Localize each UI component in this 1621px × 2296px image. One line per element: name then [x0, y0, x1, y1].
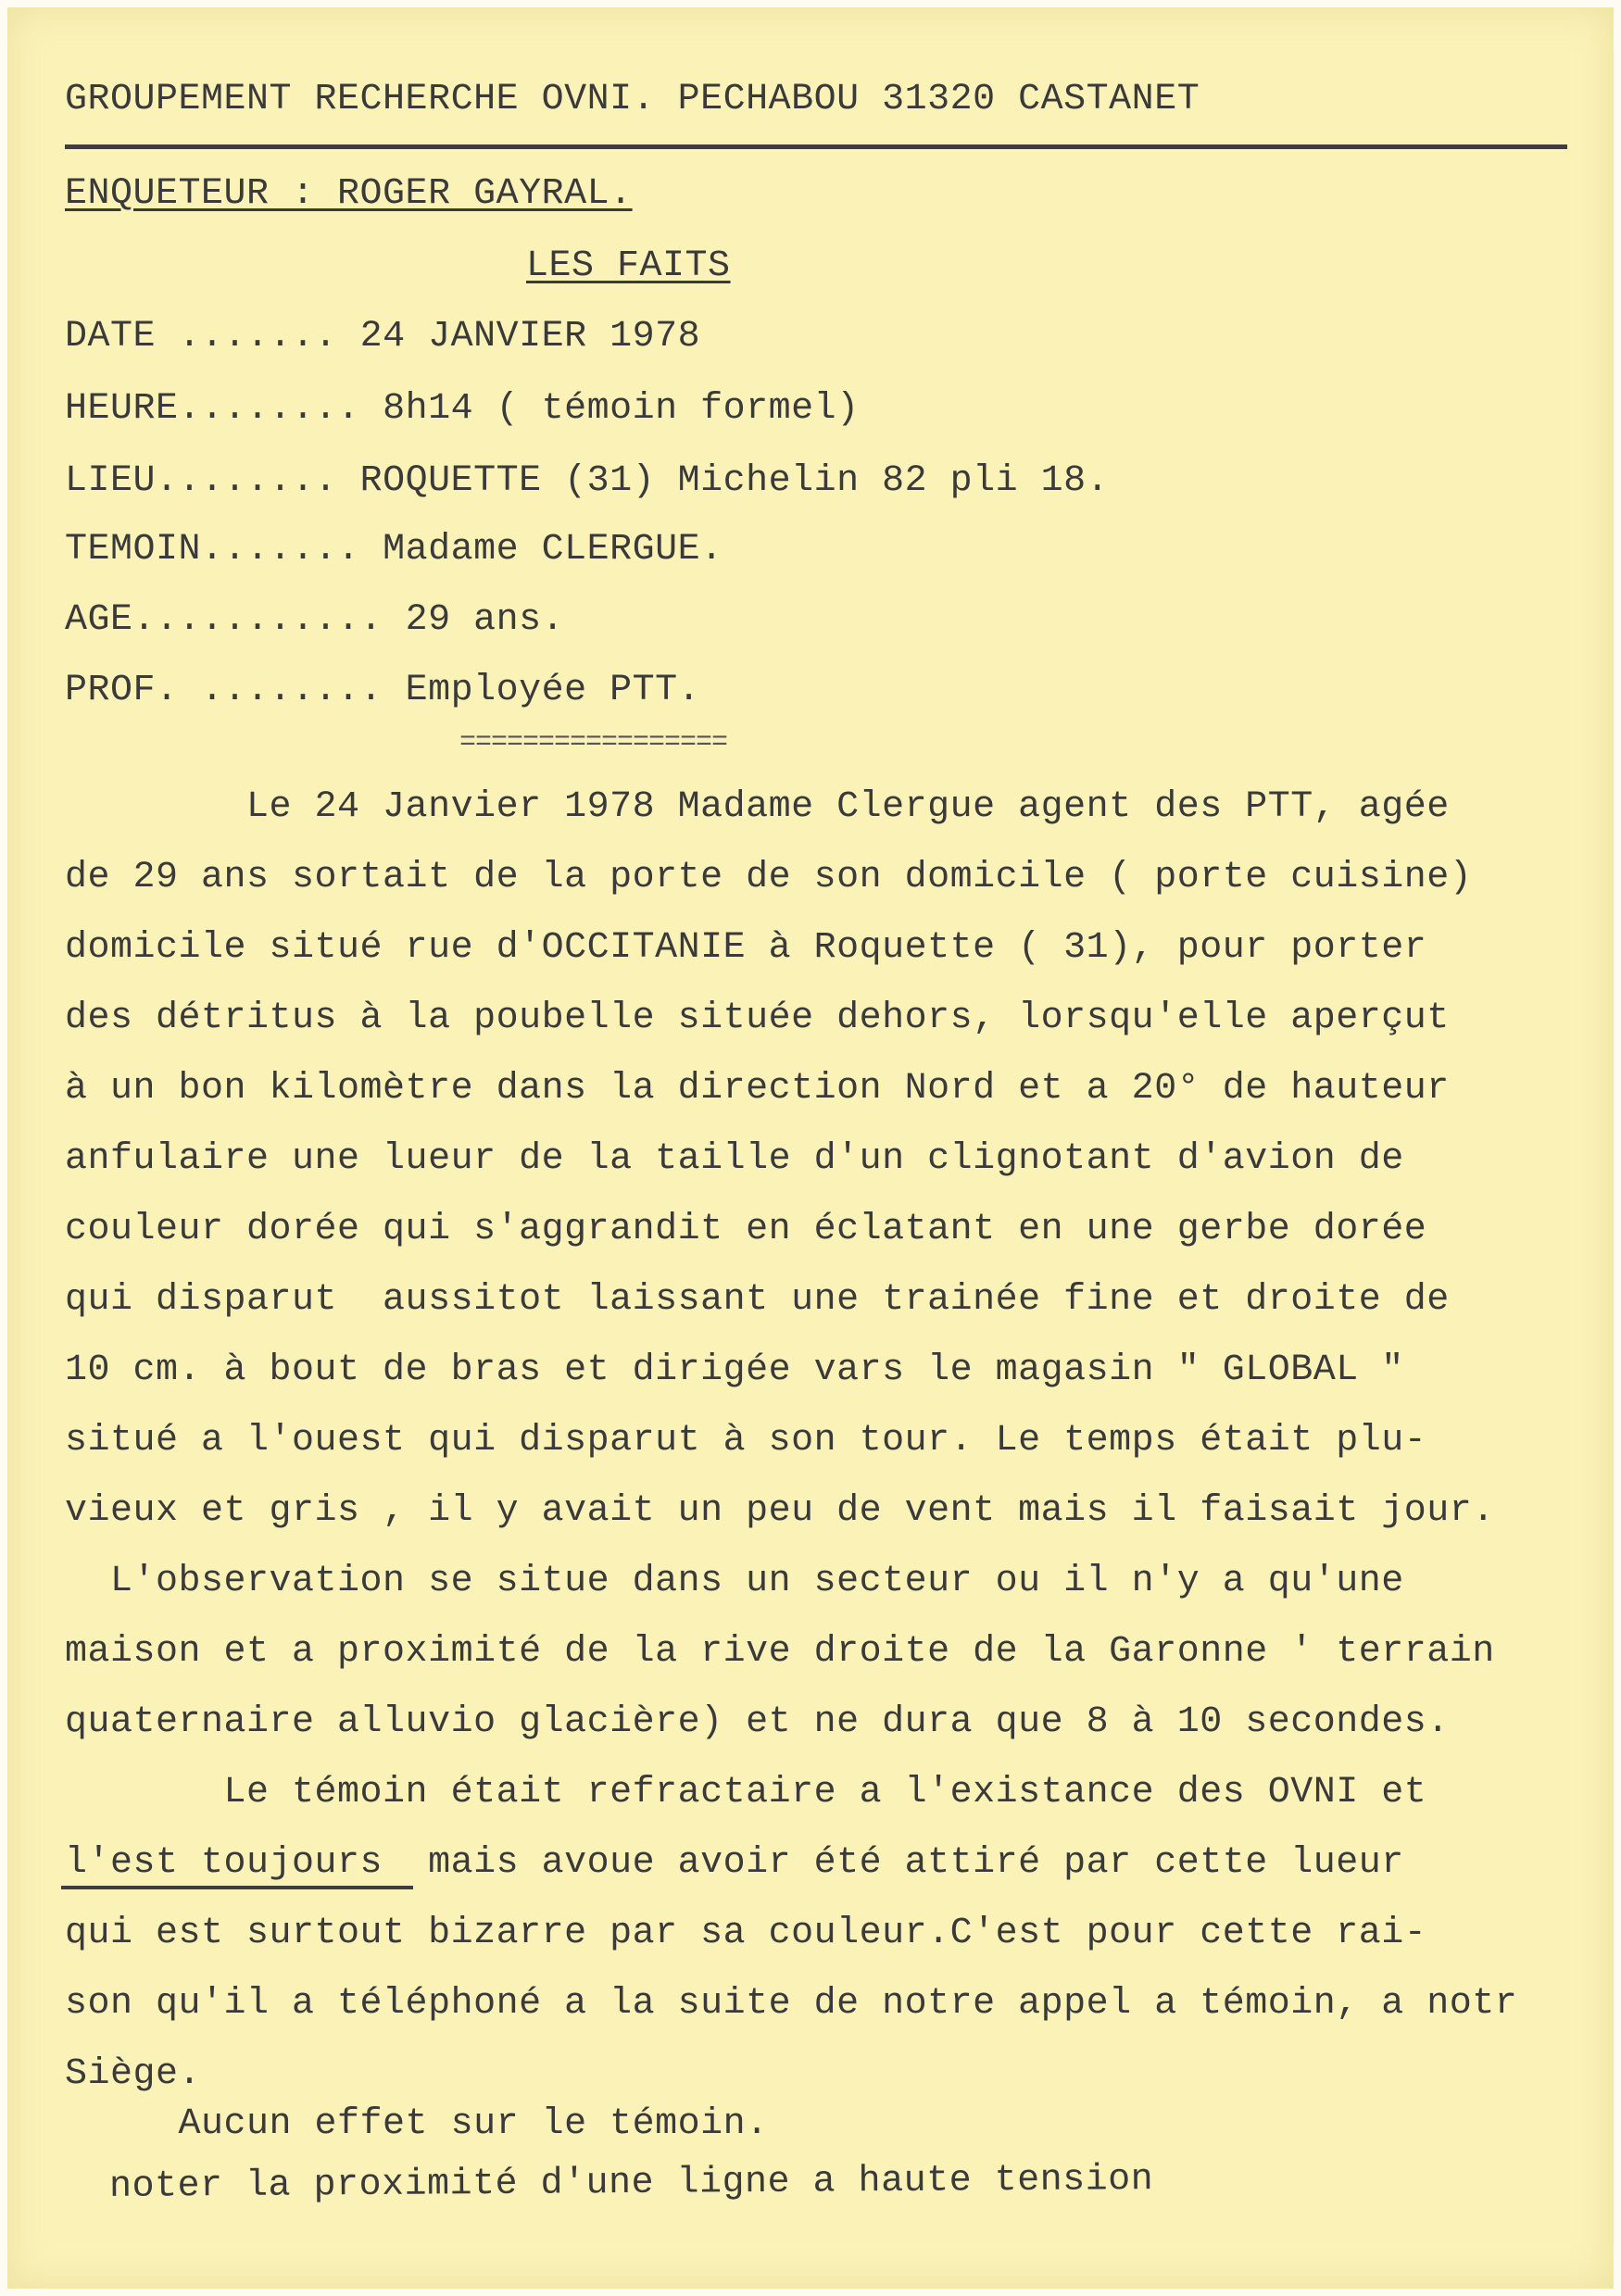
field-label: DATE ....... [65, 316, 338, 358]
field-label: HEURE........ [65, 388, 360, 430]
field-label: TEMOIN....... [65, 529, 360, 571]
emphasis-underline [61, 1886, 413, 1889]
field-hour [65, 387, 860, 432]
body-line: maison et a proximité de la rive droite de la Garonne ' terrain [65, 1631, 1495, 1673]
header-rule [65, 144, 1567, 149]
body-line: anfulaire une lueur de la taille d'un clignotant d'avion de [65, 1138, 1404, 1180]
body-line: Le témoin était refractaire a l'existance des OVNI et [65, 1772, 1427, 1813]
body-line: couleur dorée qui s'aggrandit en éclatant en une gerbe dorée [65, 1209, 1427, 1250]
body-line: Le 24 Janvier 1978 Madame Clergue agent des PTT, agée [65, 786, 1450, 828]
investigator-line [65, 172, 633, 217]
field-value: Madame CLERGUE. [383, 529, 723, 571]
field-value: ROQUETTE (31) Michelin 82 pli 18. [359, 460, 1110, 502]
body-line: l'est toujours mais avoue avoir été attiré par cette lueur [65, 1842, 1404, 1884]
field-place [65, 459, 1109, 504]
investigator-text: ENQUETEUR : ROGER GAYRAL. [65, 173, 633, 215]
field-value: 24 JANVIER 1978 [359, 316, 701, 358]
field-value: 8h14 ( témoin formel) [383, 388, 860, 430]
body-line: de 29 ans sortait de la porte de son domicile ( porte cuisine) [65, 857, 1473, 898]
organization-header: GROUPEMENT RECHERCHE OVNI. PECHABOU 31320 CASTANET [65, 79, 1200, 120]
footer-note-effect: Aucun effet sur le témoin. [65, 2103, 769, 2145]
body-line: qui disparut aussitot laissant une trainée fine et droite de [65, 1279, 1450, 1321]
field-profession [65, 669, 700, 713]
field-value: Employée PTT. [405, 670, 701, 711]
body-line: quaternaire alluvio glacière) et ne dura que 8 à 10 secondes. [65, 1701, 1450, 1743]
section-title-text: LES FAITS [526, 245, 731, 287]
field-value: 29 ans. [405, 599, 565, 641]
body-line: qui est surtout bizarre par sa couleur.C'est pour cette rai- [65, 1913, 1427, 1954]
field-age [65, 598, 564, 643]
body-line: vieux et gris , il y avait un peu de vent mais il faisait jour. [65, 1490, 1495, 1532]
field-label: PROF. ........ [65, 670, 383, 711]
footer-note-power-line: noter la proximité d'une ligne a haute tension [108, 2159, 1154, 2208]
body-line: des détritus à la poubelle située dehors, lorsqu'elle aperçut [65, 997, 1450, 1039]
body-line: à un bon kilomètre dans la direction Nord et a 20° de hauteur [65, 1068, 1450, 1110]
body-line: son qu'il a téléphoné a la suite de notre appel a témoin, a notr [65, 1983, 1518, 2025]
field-date [65, 315, 700, 359]
body-line: L'observation se situe dans un secteur ou il n'y a qu'une [65, 1561, 1404, 1602]
body-line: 10 cm. à bout de bras et dirigée vars le magasin " GLOBAL " [65, 1349, 1404, 1391]
body-line: situé a l'ouest qui disparut à son tour. Le temps était plu- [65, 1420, 1427, 1462]
separator-line: ================= [459, 727, 728, 759]
field-label: AGE........... [65, 599, 383, 641]
document-sheet [7, 7, 1614, 2289]
field-witness [65, 528, 723, 572]
body-line: domicile situé rue d'OCCITANIE à Roquette ( 31), pour porter [65, 927, 1427, 969]
field-label: LIEU........ [65, 460, 338, 502]
section-title [526, 245, 731, 289]
body-line: Siège. [65, 2053, 202, 2095]
